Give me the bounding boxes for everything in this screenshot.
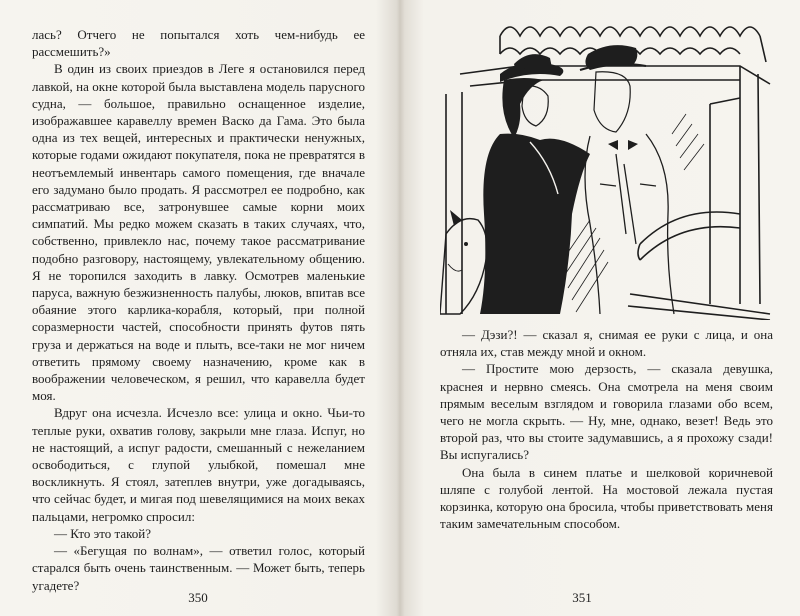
page-number-right: 351: [572, 590, 592, 605]
right-page-text: [440, 326, 773, 532]
paragraph: лась? Отчего не попытался хоть чем-нибудь ее рассмешить?»: [32, 27, 365, 60]
left-page-text: [32, 26, 365, 594]
paragraph: — «Бегущая по волнам», — ответил голос, который старался быть очень таинственным. — Может быть, теперь угадете?: [32, 543, 365, 593]
coat-drawing: [480, 134, 590, 314]
page-number-left: 350: [188, 590, 208, 605]
dog-drawing: [440, 219, 487, 314]
illustration-ink-drawing: [440, 14, 775, 320]
paragraph: Вдруг она исчезла. Исчезло все: улица и окно. Чьи-то теплые руки, охватив голову, закрыли мне глаза. Испуг, но не настоящий, а испуг радости, смешанный с нежеланием освободиться, с глупой улыбкой, помешал мне воскликнуть. Я стоял, затеплев внутри, уже догадываясь, что сейчас будет, и мигая под шевелящимися на моих веках пальцами, негромко спросил:: [32, 405, 365, 524]
paragraph: В один из своих приездов в Леге я остановился перед лавкой, на окне которой была выставлена модель парусного судна, — большое, правильно оснащенное изделие, изображавшее каравеллу времен Васко да Гама. Это была одна из тех вещей, интересных и практически ненужных, которые годами ожидают покупателя, пока не превратятся в неотъемлемый инвентарь самого помещения, где вначале его задумано было продать. Я рассмотрел ее подробно, как рассматриваю все, затронувшее самые корни моих симпатий. Мы редко можем сказать в таких случаях, что, собственно, привлекло нас, почему такое рассматривание подобно разговору, настоящему, увлекательному общению. Я не торопился заходить в лавку. Осмотрев маленькие паруса, важную безжизненность палубы, люков, впитав все обаяние этого карлика-корабля, который, при полной соразмерности частей, способности принять футов пять груза и держаться на воде и плыть, все-таки не мог ничем ответить прямому своему назначению, кроме как в воображении человеческом, я решил, что каравелла будет моя.: [32, 61, 365, 404]
paragraph: — Кто это такой?: [54, 525, 152, 541]
paragraph: — Простите мою дерзость, — сказала девушка, краснея и нервно смеясь. Она смотрела на меня своим прямым веселым взглядом и говорила глазами обо всем, чего не могла скрыть. — Ну, мне, однако, везет! Ведь это второй раз, что вы стоите задумавшись, а я прохожу сзади! Вы испугались?: [440, 361, 773, 463]
illustration-svg: [440, 14, 775, 320]
paragraph: Она была в синем платье и шелковой коричневой шляпе с голубой лентой. На мостовой лежала пустая корзинка, которую она бросила, чтобы приветствовать меня таким замечательным способом.: [440, 464, 773, 532]
right-page: [400, 0, 800, 616]
paragraph: — Дэзи?! — сказал я, снимая ее руки с лица, и она отняла их, став между мной и окном.: [440, 327, 773, 360]
